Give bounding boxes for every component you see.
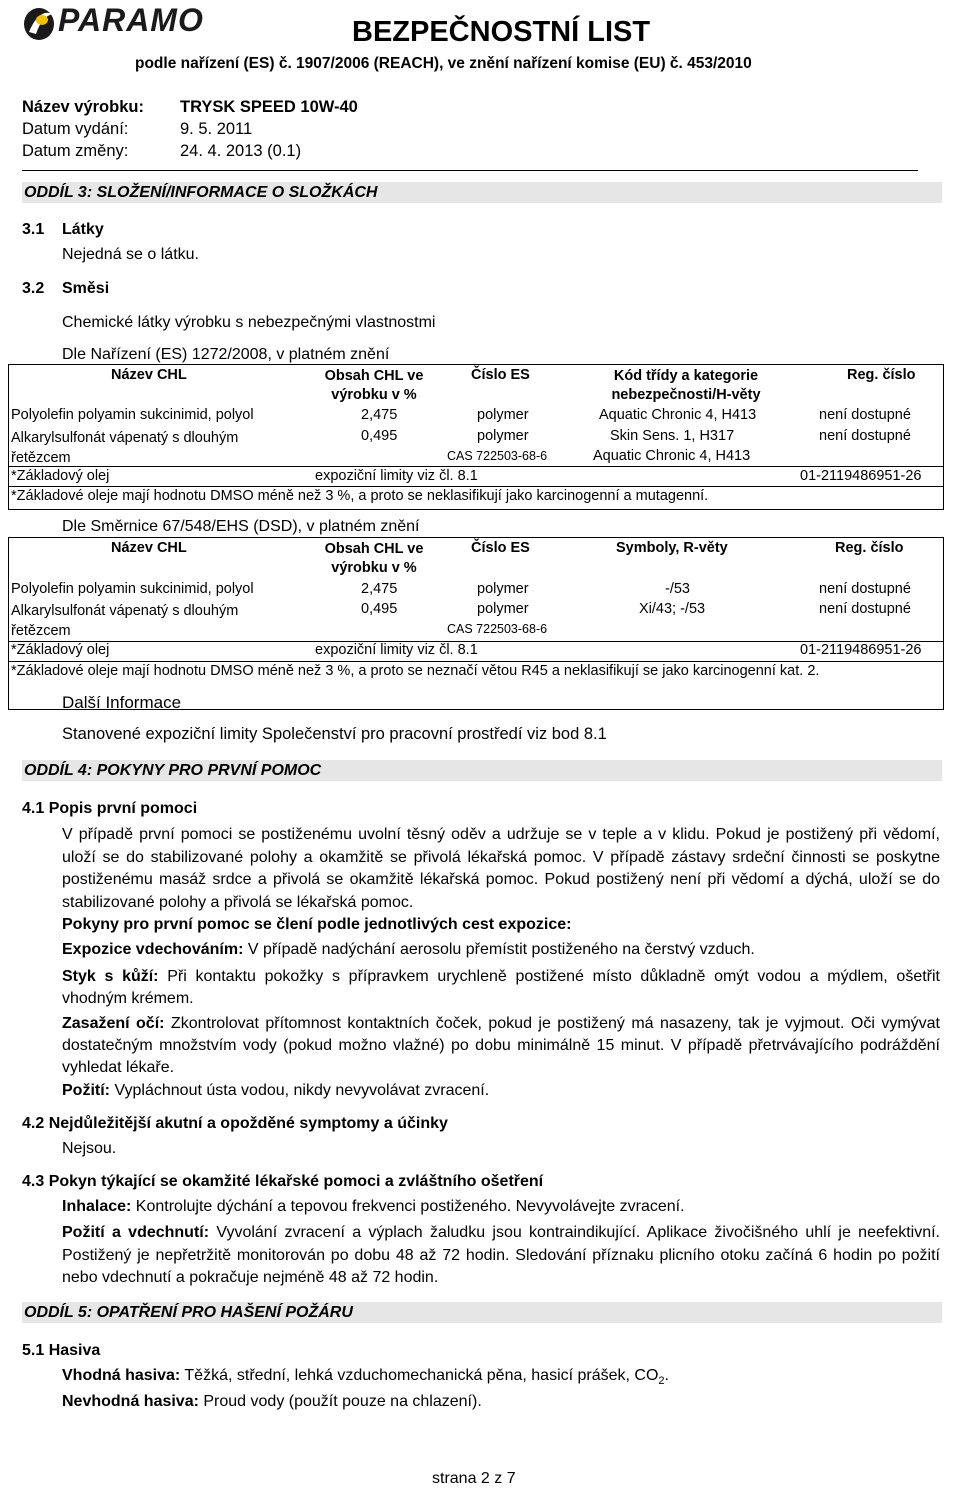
clp-note: *Základové oleje mají hodnotu DMSO méně než 3 %, a proto se neklasifikují jako karcinogenní a mutagenní. <box>11 488 709 504</box>
dsd-r2-content: 0,495 <box>361 601 398 617</box>
dsd-r1-sym: -/53 <box>665 581 690 597</box>
section-4-heading: ODDÍL 4: POKYNY PRO PRVNÍ POMOC <box>22 760 942 781</box>
eye-label: Zasažení očí: <box>62 1015 165 1032</box>
inhalation2-label: Inhalace: <box>62 1198 132 1215</box>
issued-row <box>22 120 252 139</box>
clp-r3-name: *Základový olej <box>11 468 110 484</box>
logo-text: PARAMO <box>58 2 204 38</box>
dsd-note-divider <box>9 661 943 662</box>
ingestion-text: Vypláchnout ústa vodou, nikdy nevyvolávat zvracení. <box>110 1082 490 1099</box>
suitable-media-para <box>62 1367 940 1387</box>
dsd-r1-content: 2,475 <box>361 581 398 597</box>
suitable-media-end: . <box>664 1367 669 1384</box>
s41-text: V případě první pomoci se postiženému uvolní těsný oděv a udržuje se v teple a v klidu. Pokud je postižený při vědomí, uloží se do stabilizované polohy a okamžitě se přivolá lékařská pomoc. V případě zástavy srdeční činnosti se poskytne postiženému masáž srdce a přivolá se okamžitě lékařská pomoc. Pokud postižený není při vědomí a dýchá, uloží se do stabilizované polohy a přivolá se lékařská pomoc. <box>62 826 940 911</box>
dsd-r3-limit: expoziční limity viz čl. 8.1 <box>315 642 478 658</box>
clp-r2-class2: Aquatic Chronic 4, H413 <box>593 448 751 464</box>
s42-title: 4.2 Nejdůležitější akutní a opožděné symptomy a účinky <box>22 1115 448 1132</box>
eye-para <box>62 1013 940 1079</box>
inhalation-para <box>62 941 940 959</box>
clp-r2-class1: Skin Sens. 1, H317 <box>610 428 735 444</box>
skin-para <box>62 966 940 1010</box>
inhalation2-text: Kontrolujte dýchání a tepovou frekvenci postiženého. Nevyvolávejte zvracení. <box>131 1198 685 1215</box>
unsuitable-media-label: Nevhodná hasiva: <box>62 1393 199 1410</box>
ingestion2-label: Požití a vdechnutí: <box>62 1224 210 1241</box>
eye-text: Zkontrolovat přítomnost kontaktních čoček, pokud je postižený má nasazeny, tak je vyjmout. Oči vymývat dostatečným množstvím vody (pokud možno vlažné) po dobu minimálně 15 minut. V případě přetrvávajícího podráždění vyhledat lékaře. <box>62 1015 940 1076</box>
product-value: TRYSK SPEED 10W-40 <box>180 98 358 116</box>
dsd-table <box>8 537 944 710</box>
clp-r2-reg: není dostupné <box>819 428 911 444</box>
clp-h-reg: Reg. číslo <box>847 367 916 383</box>
s32-title: Směsi <box>62 280 110 297</box>
clp-r1-reg: není dostupné <box>819 407 911 423</box>
dsd-r1-name: Polyolefin polyamin sukcinimid, polyol <box>11 581 254 597</box>
s31-title: Látky <box>62 221 104 238</box>
dsd-r2-reg: není dostupné <box>819 601 911 617</box>
s31-text: Nejedná se o látku. <box>62 246 199 263</box>
section-3-heading: ODDÍL 3: SLOŽENÍ/INFORMACE O SLOŽKÁCH <box>22 182 942 203</box>
clp-r1-es: polymer <box>477 407 529 423</box>
dsd-note: *Základové oleje mají hodnotu DMSO méně než 3 %, a proto se neznačí větou R45 a neklasifikují se jako karcinogenní kat. 2. <box>11 663 820 679</box>
issued-label: Datum vydání: <box>22 120 129 138</box>
dsd-r2-name: Alkarylsulfonát vápenatý s dlouhým řetězcem <box>11 603 239 639</box>
skin-label: Styk s kůží: <box>62 968 159 985</box>
clp-h-content: Obsah CHL ve výrobku v % <box>324 368 424 403</box>
clp-r1-class: Aquatic Chronic 4, H413 <box>599 407 757 423</box>
ingestion2-para <box>62 1222 940 1290</box>
inhalation-label: Expozice vdechováním: <box>62 941 244 958</box>
clp-title: Dle Nařízení (ES) 1272/2008, v platném znění <box>62 346 390 363</box>
clp-r1-name: Polyolefin polyamin sukcinimid, polyol <box>11 407 254 423</box>
inhalation2-para <box>62 1198 940 1216</box>
changed-row <box>22 142 301 161</box>
inhalation-text: V případě nadýchání aerosolu přemístit postiženého na čerstvý vzduch. <box>243 941 755 958</box>
s31-number: 3.1 <box>22 221 45 238</box>
dsd-r2-es: polymer <box>477 601 529 617</box>
ingestion-label: Požití: <box>62 1082 110 1099</box>
section-5-heading: ODDÍL 5: OPATŘENÍ PRO HAŠENÍ POŽÁRU <box>22 1302 942 1323</box>
dsd-r3-name: *Základový olej <box>11 642 110 658</box>
dsd-h-content: Obsah CHL ve výrobku v % <box>324 541 424 576</box>
unsuitable-media-text: Proud vody (použít pouze na chlazení). <box>198 1393 482 1410</box>
s43-title: 4.3 Pokyn týkající se okamžité lékařské pomoci a zvláštního ošetření <box>22 1173 544 1190</box>
dsd-h-reg: Reg. číslo <box>835 540 904 556</box>
dsd-h-es: Číslo ES <box>471 540 530 556</box>
suitable-media-text: Těžká, střední, lehká vzduchomechanická pěna, hasicí prášek, CO <box>180 1367 659 1384</box>
more-info-text: Stanovené expoziční limity Společenství pro pracovní prostředí viz bod 8.1 <box>62 725 607 743</box>
clp-r2-es: polymer <box>477 428 529 444</box>
dsd-r1-reg: není dostupné <box>819 581 911 597</box>
changed-label: Datum změny: <box>22 142 129 160</box>
chem-title: Chemické látky výrobku s nebezpečnými vlastnostmi <box>62 314 436 331</box>
more-info-title: Další Informace <box>62 693 182 712</box>
issued-value: 9. 5. 2011 <box>180 120 253 138</box>
dsd-r1-es: polymer <box>477 581 529 597</box>
clp-note-divider <box>9 486 943 487</box>
s42-text: Nejsou. <box>62 1140 117 1157</box>
product-label: Název výrobku: <box>22 98 144 116</box>
clp-h-name: Název CHL <box>111 367 187 383</box>
clp-row-divider <box>9 466 943 467</box>
unsuitable-media-para <box>62 1393 940 1411</box>
clp-r3-reg: 01-2119486951-26 <box>800 468 922 484</box>
suitable-media-label: Vhodná hasiva: <box>62 1367 181 1384</box>
dsd-r2-sym: Xi/43; -/53 <box>639 601 706 617</box>
dsd-r2-cas: CAS 722503-68-6 <box>447 622 548 636</box>
clp-r3-limit: expoziční limity viz čl. 8.1 <box>315 468 478 484</box>
clp-h-es: Číslo ES <box>471 367 530 383</box>
changed-value: 24. 4. 2013 (0.1) <box>180 142 302 160</box>
clp-r2-content: 0,495 <box>361 428 398 444</box>
page-number: strana 2 z 7 <box>432 1470 516 1487</box>
dsd-title: Dle Směrnice 67/548/EHS (DSD), v platném znění <box>62 518 420 535</box>
clp-r2-cas: CAS 722503-68-6 <box>447 449 548 463</box>
clp-r2-name: Alkarylsulfonát vápenatý s dlouhým řetězcem <box>11 430 239 466</box>
s51-title: 5.1 Hasiva <box>22 1342 101 1359</box>
ingestion-para <box>62 1082 940 1100</box>
document-title: BEZPEČNOSTNÍ LIST <box>352 16 651 48</box>
s32-number: 3.2 <box>22 280 45 297</box>
s41-title: 4.1 Popis první pomoci <box>22 800 198 817</box>
header-divider <box>22 170 918 171</box>
dsd-h-sym: Symboly, R-věty <box>616 540 728 556</box>
routes-title: Pokyny pro první pomoc se člení podle jednotlivých cest expozice: <box>62 916 572 933</box>
dsd-r3-reg: 01-2119486951-26 <box>800 642 922 658</box>
clp-table <box>8 364 944 510</box>
ingestion2-text: Vyvolání zvracení a výplach žaludku jsou kontraindikující. Aplikace živočišného uhlí je neefektivní. Postižený je nepřetržitě monitorován po dobu 48 až 72 hodin. Sledování příznaku plicního otoku začíná 6 hodin po požití nebo vdechnutí a pokračuje nejméně 48 až 72 hodin. <box>62 1224 941 1286</box>
dsd-h-name: Název CHL <box>111 540 187 556</box>
skin-text: Při kontaktu pokožky s přípravkem urychleně postižené místo důkladně omýt vodou a mýdlem, ošetřit vhodným krémem. <box>62 968 941 1007</box>
co2-subscript: 2 <box>658 1375 665 1388</box>
document-subtitle: podle nařízení (ES) č. 1907/2006 (REACH), ve znění nařízení komise (EU) č. 453/2010 <box>135 55 752 72</box>
clp-h-class: Kód třídy a kategorie nebezpečnosti/H-věty <box>611 368 761 403</box>
product-row <box>22 98 358 117</box>
clp-r1-content: 2,475 <box>361 407 398 423</box>
